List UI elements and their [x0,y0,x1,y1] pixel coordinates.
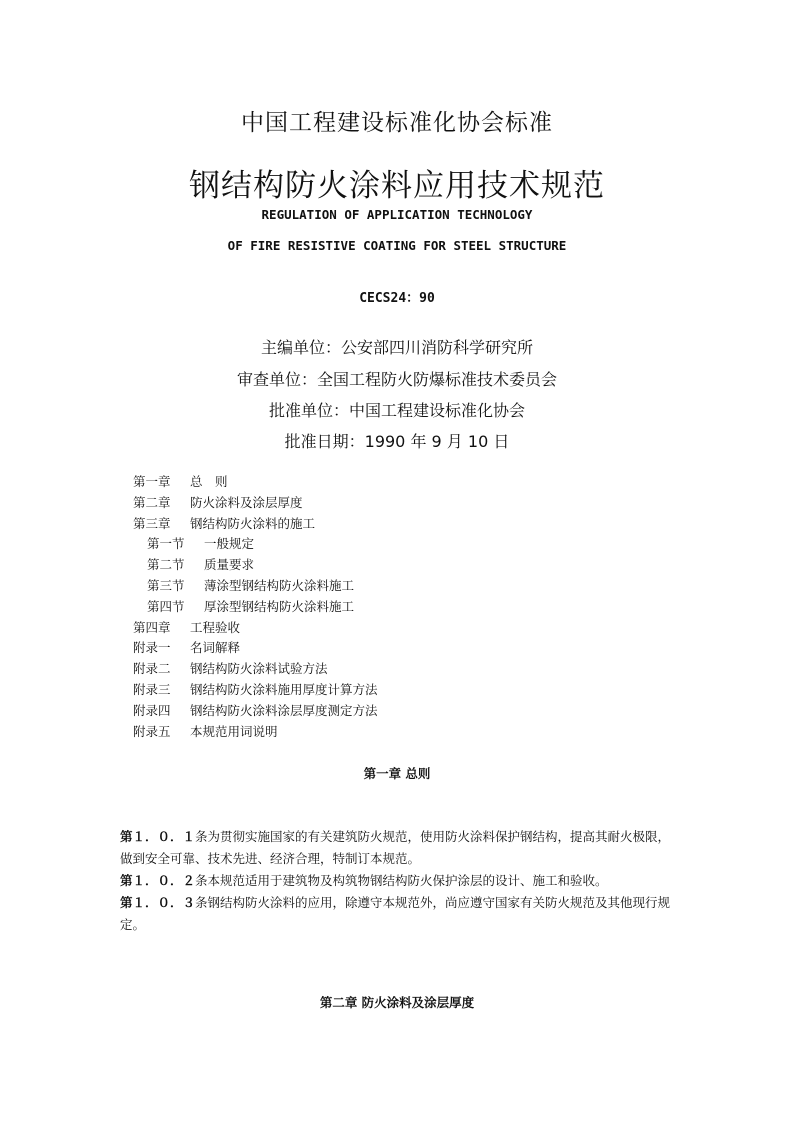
toc-label: 厚涂型钢结构防火涂料施工 [204,598,355,614]
toc-item [133,618,378,639]
toc-key: 附录一 [133,640,171,656]
toc-label: 工程验收 [190,619,241,635]
toc-label: 本规范用词说明 [190,723,278,739]
toc-item [133,514,378,535]
toc-key: 附录二 [133,661,171,677]
toc-label: 钢结构防火涂料施用厚度计算方法 [190,681,378,697]
approver-unit: 批准单位：中国工程建设标准化协会 [268,401,525,420]
toc-label: 总 则 [190,474,228,489]
toc-item [133,534,378,555]
standard-code: CECS24：90 [359,291,435,306]
toc-item [133,555,378,576]
toc-item [133,493,378,514]
toc-key: 附录三 [133,681,171,697]
approval-date: 批准日期：1990 年 9 月 10 日 [284,432,510,451]
document-title: 钢结构防火涂料应用技术规范 [189,168,605,204]
clause-paragraph [120,870,680,892]
toc-label: 钢结构防火涂料试验方法 [190,661,328,677]
toc-key: 第三节 [147,577,185,593]
reviewer-unit: 审查单位：全国工程防火防爆标准技术委员会 [236,370,557,389]
toc-label: 质量要求 [204,557,255,573]
toc-label: 钢结构防火涂料的施工 [190,515,316,531]
clause-number: 第１．０．２ [120,873,196,888]
editor-unit: 主编单位：公安部四川消防科学研究所 [260,338,533,357]
toc-item [133,638,378,659]
toc-label: 钢结构防火涂料涂层厚度测定方法 [190,702,378,718]
toc-key: 第三章 [133,515,171,531]
toc-key: 附录四 [133,702,171,718]
toc-key: 第四节 [147,598,185,614]
clause-paragraph [120,892,680,936]
clause-text: 条为贯彻实施国家的有关建筑防火规范，使用防火涂料保护钢结构，提高其耐火极限，做到安全可靠、技术先进、经济合理，特制订本规范。 [120,829,671,866]
toc-item [133,659,378,680]
toc-label: 一般规定 [204,536,255,552]
clause-text: 条钢结构防火涂料的应用，除遵守本规范外，尚应遵守国家有关防火规范及其他现行规定。 [120,895,671,932]
toc-label: 薄涂型钢结构防火涂料施工 [204,577,355,593]
organization-header: 中国工程建设标准化协会标准 [241,110,553,136]
toc-key: 第一节 [147,536,185,552]
toc-label: 名词解释 [190,640,241,656]
toc-label: 防火涂料及涂层厚度 [190,494,303,510]
toc-item [133,701,378,722]
clause-number: 第１．０．３ [120,895,196,910]
toc-key: 第一章 [133,474,171,489]
toc-item [133,680,378,701]
chapter1-body [120,826,680,936]
table-of-contents [133,472,378,742]
toc-item [133,722,378,743]
toc-key: 第二章 [133,494,171,510]
toc-key: 第二节 [147,557,185,573]
chapter1-heading: 第一章 总则 [363,766,431,781]
toc-key: 第四章 [133,619,171,635]
toc-item [133,597,378,618]
toc-item [133,576,378,597]
toc-item [133,472,378,493]
chapter2-heading: 第二章 防火涂料及涂层厚度 [319,995,475,1010]
clause-text: 条本规范适用于建筑物及构筑物钢结构防火保护涂层的设计、施工和验收。 [195,873,608,888]
english-title-line1: REGULATION OF APPLICATION TECHNOLOGY [261,207,533,222]
clause-number: 第１．０．１ [120,829,196,844]
toc-key: 附录五 [133,723,171,739]
english-title-line2: OF FIRE RESISTIVE COATING FOR STEEL STRUCTURE [227,238,567,253]
clause-paragraph [120,826,680,870]
